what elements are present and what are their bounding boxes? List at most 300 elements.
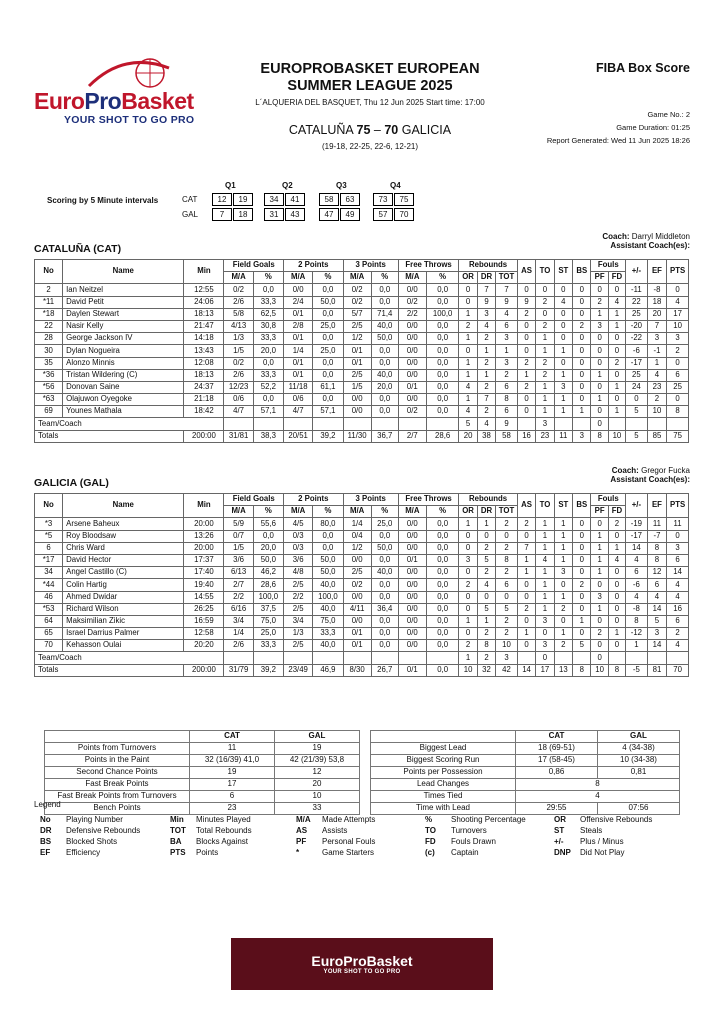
assistant-coach-label: Assistant Coach(es): (610, 475, 690, 484)
column-header: Field Goals (224, 494, 284, 506)
stat-value: 6 (190, 791, 275, 803)
scoring-value: 43 (285, 208, 305, 221)
team-foul-cell: 0 (591, 652, 608, 664)
stat-cell: 1 (554, 369, 572, 381)
stat-cell: 6 (496, 381, 518, 393)
stat-cell: 0 (554, 333, 572, 345)
stat-cell: -7 (647, 530, 666, 542)
legend-abbrev: TO (425, 826, 436, 835)
stat-cell: 1 (591, 530, 608, 542)
stat-cell: 2 (536, 369, 554, 381)
stat-cell: 25,0 (313, 320, 343, 332)
player-name: Angel Castillo (C) (63, 567, 184, 579)
legend-abbrev: * (296, 848, 300, 857)
stat-cell: 17:40 (184, 567, 224, 579)
stat-cell: 1 (591, 369, 608, 381)
stat-cell: 0/2 (224, 357, 253, 369)
stat-cell: 2/7 (224, 579, 253, 591)
totals-cell: 17 (536, 664, 554, 676)
stat-cell: 6 (626, 567, 648, 579)
stat-value: 20 (275, 779, 360, 791)
stat-cell: *11 (35, 296, 63, 308)
stat-cell: 0,0 (426, 369, 458, 381)
stat-cell: 1 (608, 320, 625, 332)
stat-cell: 14 (667, 567, 689, 579)
stat-cell: 0 (573, 591, 591, 603)
stat-cell: 0 (573, 308, 591, 320)
stat-cell: 1/4 (284, 345, 313, 357)
away-score: 70 (384, 123, 399, 137)
column-header: Name (63, 260, 184, 284)
stat-cell: -6 (626, 345, 648, 357)
stat-cell: 0 (517, 345, 535, 357)
scoring-value: 63 (340, 193, 360, 206)
player-name: Richard Wilson (63, 603, 184, 615)
stat-cell: 0/0 (398, 628, 426, 640)
stat-label: Biggest Scoring Run (371, 755, 516, 767)
empty-cell (343, 418, 371, 430)
legend-abbrev: DR (40, 826, 52, 835)
stat-cell: 0/1 (284, 357, 313, 369)
stat-cell: 100,0 (313, 591, 343, 603)
stat-cell: 0 (573, 357, 591, 369)
stat-value: 17 (190, 779, 275, 791)
stat-cell: 0/0 (398, 542, 426, 554)
stat-cell: 1 (459, 357, 477, 369)
stat-cell: 3/4 (284, 615, 313, 627)
stat-cell: 0/0 (343, 554, 371, 566)
stat-cell: 0 (536, 628, 554, 640)
column-header: TO (536, 494, 554, 518)
stat-label: Bench Points (45, 803, 190, 815)
stat-cell: 2/4 (284, 296, 313, 308)
player-row (35, 394, 689, 406)
legend-abbrev: BA (170, 837, 182, 846)
stat-cell: 0/0 (398, 567, 426, 579)
stat-cell: 5 (477, 603, 495, 615)
sub-column-header: M/A (224, 506, 253, 518)
player-name: Chris Ward (63, 542, 184, 554)
totals-cell: 11/30 (343, 430, 371, 442)
stat-cell: 2 (477, 628, 495, 640)
stat-cell: 1 (459, 394, 477, 406)
stat-cell: 5/8 (224, 308, 253, 320)
totals-cell: 16 (517, 430, 535, 442)
stat-cell: 16 (667, 603, 689, 615)
totals-cell: 8 (573, 664, 591, 676)
stat-cell: 1 (554, 345, 572, 357)
stat-cell: 2 (608, 518, 625, 530)
stat-cell: 4 (496, 308, 518, 320)
legend-item (296, 815, 375, 824)
legend-item (40, 826, 140, 835)
logo-text-basket: Basket (121, 88, 194, 114)
stat-cell: 0 (608, 603, 625, 615)
player-row (35, 615, 689, 627)
stat-cell: 25 (626, 308, 648, 320)
stat-cell: 2 (477, 542, 495, 554)
column-header: 3 Points (343, 260, 398, 272)
player-row (35, 603, 689, 615)
stat-cell: 40,0 (313, 579, 343, 591)
stat-cell: *63 (35, 394, 63, 406)
stat-cell: 1 (591, 308, 608, 320)
stat-cell: 1 (536, 591, 554, 603)
stat-cell: 62,5 (253, 308, 283, 320)
totals-cell: 5 (626, 430, 648, 442)
legend-meaning: Shooting Percentage (451, 815, 526, 824)
stat-cell: 1/2 (343, 542, 371, 554)
stats-row (371, 791, 680, 803)
stat-cell: 0 (667, 284, 689, 296)
stat-cell: 14 (647, 640, 666, 652)
totals-cell: 8/30 (343, 664, 371, 676)
stat-cell: 3/6 (284, 554, 313, 566)
stat-cell: 1 (608, 406, 625, 418)
team-rebound-cell: 2 (477, 652, 495, 664)
stat-cell: 61,1 (313, 381, 343, 393)
empty-cell (608, 418, 625, 430)
stat-cell: 0,0 (426, 530, 458, 542)
stat-cell: 1 (517, 554, 535, 566)
sub-column-header: M/A (343, 506, 371, 518)
europrobasket-banner (231, 938, 493, 990)
stat-cell: 0 (573, 333, 591, 345)
stat-label: Points in the Paint (45, 755, 190, 767)
stat-cell: 2 (496, 567, 518, 579)
scoring-team: CAT (182, 195, 198, 204)
sub-column-header: M/A (343, 272, 371, 284)
player-row (35, 530, 689, 542)
stat-cell: 0,0 (371, 284, 398, 296)
stat-cell: 14:18 (184, 333, 224, 345)
stats-header: CAT (190, 731, 275, 743)
coach-name: Darryl Middleton (631, 232, 690, 241)
column-header: Fouls (591, 494, 626, 506)
stat-cell: 8 (496, 394, 518, 406)
sub-column-header: % (253, 506, 283, 518)
stat-cell: 0 (591, 518, 608, 530)
sub-column-header: M/A (284, 272, 313, 284)
stat-cell: 0,0 (371, 357, 398, 369)
stat-cell: 0 (459, 603, 477, 615)
home-score: 75 (356, 123, 371, 137)
player-name: Daylen Stewart (63, 308, 184, 320)
stat-cell: 28,6 (253, 579, 283, 591)
totals-cell: 8 (591, 430, 608, 442)
stat-cell: 0 (554, 284, 572, 296)
stat-cell: 1 (477, 518, 495, 530)
stat-value: 11 (190, 743, 275, 755)
stat-cell: 30,8 (253, 320, 283, 332)
stat-cell: -19 (626, 518, 648, 530)
empty-cell (647, 418, 666, 430)
box-score-table (34, 493, 689, 677)
player-row (35, 628, 689, 640)
stat-cell: 0 (459, 530, 477, 542)
stat-cell: 0 (459, 542, 477, 554)
stat-cell: 2 (496, 615, 518, 627)
stat-cell: 25 (626, 369, 648, 381)
stat-cell: 0,0 (371, 579, 398, 591)
stat-cell: 2 (517, 357, 535, 369)
totals-cell: 39,2 (313, 430, 343, 442)
totals-cell: 46,9 (313, 664, 343, 676)
sub-column-header: M/A (398, 506, 426, 518)
totals-cell: 14 (517, 664, 535, 676)
stat-cell: 33,3 (253, 640, 283, 652)
stat-cell: 4 (608, 296, 625, 308)
stat-cell: 13:43 (184, 345, 224, 357)
stat-cell: 0 (591, 284, 608, 296)
column-header: No (35, 494, 63, 518)
stat-cell: 1 (608, 542, 625, 554)
totals-cell: 0/1 (398, 664, 426, 676)
europrobasket-logo (34, 58, 224, 128)
stat-cell: 0 (517, 333, 535, 345)
stat-cell: 2 (517, 308, 535, 320)
stat-cell: 3/4 (224, 615, 253, 627)
stat-cell: 0,0 (426, 579, 458, 591)
totals-cell: 10 (459, 664, 477, 676)
stats-header: CAT (516, 731, 598, 743)
stat-cell: 0,0 (371, 530, 398, 542)
report-generated: Report Generated: Wed 11 Jun 2025 18:26 (546, 136, 690, 145)
stat-cell: *53 (35, 603, 63, 615)
legend-item (170, 826, 252, 835)
stat-cell: 0 (608, 579, 625, 591)
coach-line (602, 232, 690, 250)
sub-column-header: OR (459, 272, 477, 284)
stat-value: 10 (275, 791, 360, 803)
stat-cell: 6 (667, 369, 689, 381)
player-name: Maksimilian Zikic (63, 615, 184, 627)
quarter-header: Q1 (225, 181, 236, 190)
player-row (35, 591, 689, 603)
totals-cell: 36,7 (371, 430, 398, 442)
stat-cell: 1 (591, 554, 608, 566)
stat-value: 33 (275, 803, 360, 815)
stat-cell: 1 (459, 518, 477, 530)
stat-cell: 2/5 (284, 603, 313, 615)
game-number: Game No.: 2 (647, 110, 690, 119)
legend-abbrev: TOT (170, 826, 186, 835)
stat-cell: 24:06 (184, 296, 224, 308)
legend-meaning: Minutes Played (196, 815, 251, 824)
stat-cell: 0/0 (398, 333, 426, 345)
stat-cell: 0 (477, 530, 495, 542)
stat-cell: 40,0 (371, 320, 398, 332)
stat-cell: 0 (554, 615, 572, 627)
legend-meaning: Personal Fouls (322, 837, 376, 846)
legend-item (425, 837, 496, 846)
stat-cell: 0,0 (313, 308, 343, 320)
player-row (35, 542, 689, 554)
scoring-value: 57 (373, 208, 393, 221)
column-header: 3 Points (343, 494, 398, 506)
stat-cell: 16:59 (184, 615, 224, 627)
stat-label: Second Chance Points (45, 767, 190, 779)
scoring-value: 19 (233, 193, 253, 206)
stat-cell: 1 (459, 308, 477, 320)
player-name: Israel Darrius Palmer (63, 628, 184, 640)
stat-cell: 3 (496, 333, 518, 345)
stat-cell: 100,0 (253, 591, 283, 603)
stat-cell: 2/2 (284, 591, 313, 603)
totals-cell: 70 (667, 664, 689, 676)
legend-abbrev: AS (296, 826, 308, 835)
away-team-name: GALICIA (401, 123, 452, 137)
stat-cell: 26:25 (184, 603, 224, 615)
stat-cell: 22 (626, 296, 648, 308)
stat-cell: 7 (477, 284, 495, 296)
column-header: TO (536, 260, 554, 284)
stat-cell: 0,0 (371, 345, 398, 357)
stat-cell: 1 (496, 345, 518, 357)
stat-cell: 10 (496, 640, 518, 652)
stat-cell: -20 (626, 320, 648, 332)
stat-cell: 0 (517, 579, 535, 591)
sub-column-header: OR (459, 506, 477, 518)
coach-label: Coach: (611, 466, 639, 475)
stat-cell: 1 (554, 591, 572, 603)
stat-cell: 0 (573, 628, 591, 640)
empty-cell (313, 652, 343, 664)
legend-abbrev: +/- (554, 837, 564, 846)
totals-cell: 26,7 (371, 664, 398, 676)
stat-cell: 3 (647, 628, 666, 640)
stat-cell: 0 (626, 394, 648, 406)
legend-abbrev: M/A (296, 815, 311, 824)
column-header: EF (647, 494, 666, 518)
stat-cell: 4 (459, 381, 477, 393)
scoring-value: 41 (285, 193, 305, 206)
empty-cell (253, 652, 283, 664)
stat-cell: 0 (459, 296, 477, 308)
stat-cell: 0 (573, 381, 591, 393)
stat-cell: 0/0 (398, 369, 426, 381)
stat-cell: 1 (554, 554, 572, 566)
empty-cell (626, 418, 648, 430)
legend-meaning: Defensive Rebounds (66, 826, 141, 835)
stat-cell: *56 (35, 381, 63, 393)
stat-cell: 50,0 (371, 333, 398, 345)
scoring-value: 18 (233, 208, 253, 221)
stat-cell: 0,0 (426, 320, 458, 332)
stat-cell: 0 (591, 579, 608, 591)
column-header: PTS (667, 494, 689, 518)
stat-cell: 0/2 (343, 579, 371, 591)
stat-cell: 34 (35, 567, 63, 579)
coach-label: Coach: (602, 232, 630, 241)
stats-row (371, 767, 680, 779)
column-header: No (35, 260, 63, 284)
legend-item (40, 815, 123, 824)
stat-cell: 1/5 (224, 345, 253, 357)
stat-cell: 65 (35, 628, 63, 640)
stat-cell: 1 (517, 369, 535, 381)
stat-cell: 0 (554, 579, 572, 591)
stat-cell: 2/6 (224, 369, 253, 381)
sub-column-header: % (426, 506, 458, 518)
team-stats-table (44, 730, 360, 815)
quarter-header: Q2 (282, 181, 293, 190)
stat-cell: 0/0 (398, 579, 426, 591)
stat-cell: 0 (608, 369, 625, 381)
stat-cell: 0 (591, 615, 608, 627)
team-coach-label: Team/Coach (35, 652, 224, 664)
legend-abbrev: % (425, 815, 433, 824)
stat-cell: 0 (517, 591, 535, 603)
stat-cell: 3 (667, 333, 689, 345)
scoring-value: 73 (373, 193, 393, 206)
stat-cell: 75,0 (253, 615, 283, 627)
assistant-coach-label: Assistant Coach(es): (610, 241, 690, 250)
stats-header (371, 731, 516, 743)
stat-cell: 1 (554, 628, 572, 640)
stat-cell: 50,0 (371, 542, 398, 554)
stat-cell: 1/4 (224, 628, 253, 640)
stat-cell: 0 (573, 567, 591, 579)
stat-cell: 3 (536, 640, 554, 652)
sub-column-header: M/A (284, 506, 313, 518)
legend-item (296, 826, 347, 835)
stat-cell: 1 (517, 628, 535, 640)
empty-cell (608, 652, 625, 664)
totals-cell: 39,2 (253, 664, 283, 676)
stats-row (45, 767, 360, 779)
stat-cell: 0 (554, 308, 572, 320)
player-name: Dylan Nogueira (63, 345, 184, 357)
totals-cell: 28,6 (426, 430, 458, 442)
stat-cell: 25,0 (313, 345, 343, 357)
column-header: Free Throws (398, 260, 459, 272)
stat-cell: 9 (517, 296, 535, 308)
scoring-value: 70 (394, 208, 414, 221)
stat-cell: 11 (647, 518, 666, 530)
legend-item (554, 848, 624, 857)
empty-cell (398, 652, 426, 664)
sub-column-header: TOT (496, 506, 518, 518)
stat-cell: 37,5 (253, 603, 283, 615)
stat-label: Times Tied (371, 791, 516, 803)
legend-abbrev: Min (170, 815, 184, 824)
stat-cell: 1 (554, 406, 572, 418)
legend-abbrev: ST (554, 826, 565, 835)
stat-cell: 57,1 (313, 406, 343, 418)
stat-cell: 70 (35, 640, 63, 652)
stat-cell: 20:00 (184, 542, 224, 554)
sub-column-header: % (313, 506, 343, 518)
stat-label: Points per Possession (371, 767, 516, 779)
stat-cell: 4 (647, 369, 666, 381)
stat-cell: 0 (573, 345, 591, 357)
stat-cell: 6 (667, 554, 689, 566)
legend-item (425, 826, 487, 835)
stat-cell: 2 (517, 603, 535, 615)
empty-cell (398, 418, 426, 430)
stat-cell: 0 (517, 284, 535, 296)
home-team-name: CATALUÑA (288, 123, 354, 137)
stat-cell: 6 (647, 579, 666, 591)
stat-cell: 0/2 (398, 406, 426, 418)
player-name: Arsene Baheux (63, 518, 184, 530)
box-score-table (34, 259, 689, 443)
stat-cell: 0 (496, 591, 518, 603)
stat-cell: 0/0 (343, 591, 371, 603)
sub-column-header: PF (591, 506, 608, 518)
stats-row (45, 791, 360, 803)
